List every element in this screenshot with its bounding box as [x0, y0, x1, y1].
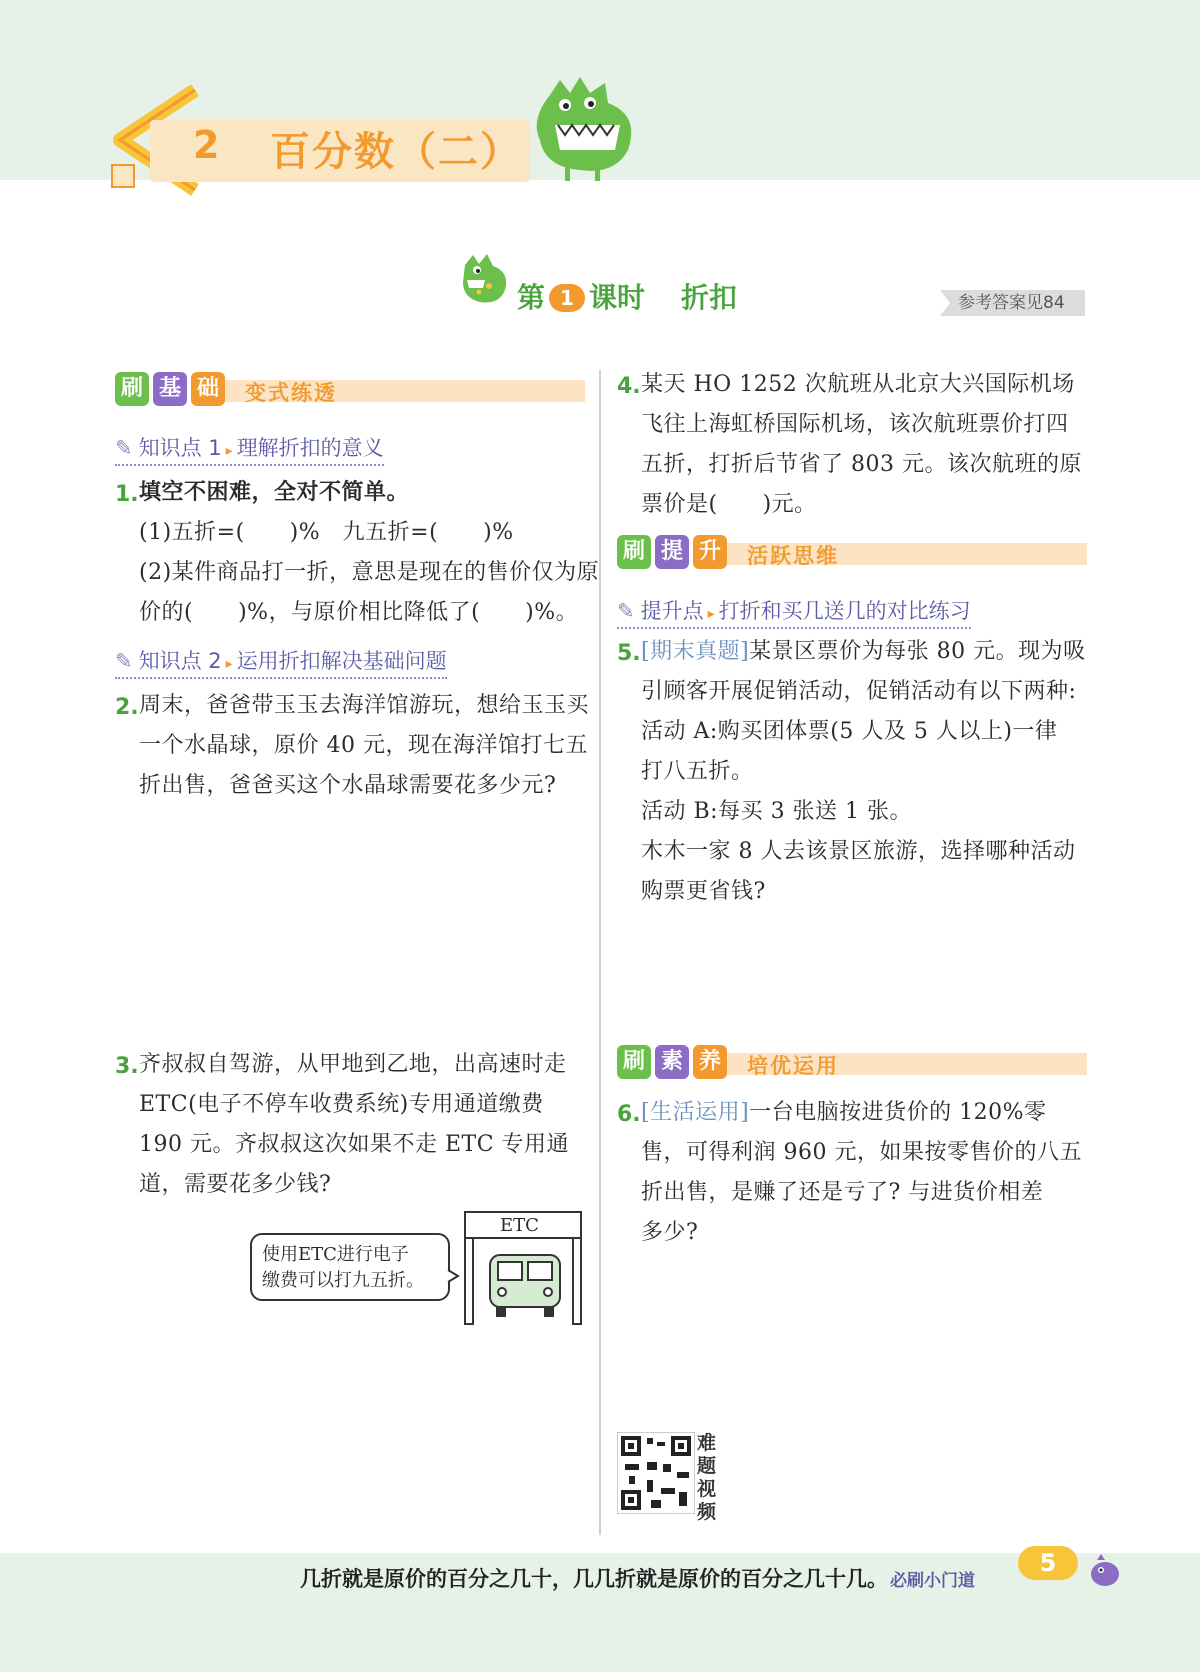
section-literacy-header: [617, 1045, 1087, 1081]
question-6-line: 售，可得利润 960 元，如果按零售价的八五: [641, 1140, 1082, 1165]
question-tag: [期末真题]: [641, 639, 750, 664]
question-1-line: (2)某件商品打一折，意思是现在的售价仅为原: [139, 560, 600, 585]
question-2-line: 周末，爸爸带玉玉去海洋馆游玩，想给玉玉买: [139, 693, 590, 718]
page-number: 5: [1018, 1546, 1078, 1580]
triangle-icon: ▸: [225, 443, 233, 459]
question-3-line: 道，需要花多少钱?: [139, 1172, 332, 1197]
knowledge-point-1: [115, 432, 384, 466]
dinosaur-mascot-icon: [520, 75, 650, 185]
lesson-topic: 折扣: [681, 281, 738, 314]
question-5-line: 引顾客开展促销活动，促销活动有以下两种:: [641, 679, 1077, 704]
question-2-line: 折出售，爸爸买这个水晶球需要花多少元?: [139, 773, 557, 798]
improvement-point: [617, 595, 971, 629]
column-divider: [599, 370, 601, 1535]
qr-label-char: 题: [697, 1455, 717, 1477]
section-chip: 刷: [115, 372, 149, 406]
question-3-line: ETC(电子不停车收费系统)专用通道缴费: [139, 1092, 544, 1117]
section-label: 培优运用: [747, 1054, 839, 1078]
question-number: 3.: [115, 1054, 139, 1079]
question-4-line: 某天 HO 1252 次航班从北京大兴国际机场: [641, 372, 1075, 397]
section-chip: 基: [153, 372, 187, 406]
kp-text: 理解折扣的意义: [236, 436, 384, 460]
question-5-line: 木木一家 8 人去该景区旅游，选择哪种活动: [641, 839, 1076, 864]
lesson-number-badge: 1: [549, 284, 585, 312]
question-number: 1.: [115, 482, 139, 507]
section-chip: 素: [655, 1045, 689, 1079]
section-chip: 础: [191, 372, 225, 406]
etc-gate-label: ETC: [500, 1215, 539, 1236]
lesson-title: [517, 276, 737, 316]
kp-name: 知识点 2: [138, 649, 222, 673]
question-number: 2.: [115, 695, 139, 720]
section-chip: 养: [693, 1045, 727, 1079]
question-5-line: 活动 B:每买 3 张送 1 张。: [641, 799, 913, 824]
section-chip: 刷: [617, 1045, 651, 1079]
section-label: 活跃思维: [747, 544, 839, 568]
section-improve-header: [617, 535, 1087, 571]
footer-tip: 几折就是原价的百分之几十，几几折就是原价的百分之几十几。: [300, 1567, 888, 1591]
section-chip: 提: [655, 535, 689, 569]
question-4-line: 票价是( )元。: [641, 492, 817, 517]
question-6-text: 一台电脑按进货价的 120%零: [749, 1100, 1047, 1125]
section-label: 变式练透: [245, 381, 337, 405]
kp-text: 打折和买几送几的对比练习: [718, 599, 971, 623]
question-2-line: 一个水晶球，原价 40 元，现在海洋馆打七五: [139, 733, 588, 758]
question-5-line: 购票更省钱?: [641, 879, 766, 904]
qr-label-char: 难: [697, 1432, 717, 1454]
question-5-line: 活动 A:购买团体票(5 人及 5 人以上)一律: [641, 719, 1058, 744]
question-1-title: 填空不困难，全对不简单。: [139, 480, 410, 505]
question-6-first-line: [641, 1093, 1047, 1133]
section-basic-header: [115, 372, 585, 408]
speech-bubble: [250, 1233, 450, 1301]
question-number: 4.: [617, 374, 641, 399]
answer-reference-tag: 参考答案见84: [940, 290, 1085, 316]
chapter-number: 2: [193, 123, 220, 167]
question-5-first-line: [641, 632, 1086, 672]
footer-brand: 必刷小门道: [890, 1571, 975, 1591]
small-dinosaur-icon: [455, 250, 515, 310]
qr-label-char: 频: [697, 1501, 717, 1523]
question-4-line: 飞往上海虹桥国际机场，该次航班票价打四: [641, 412, 1069, 437]
qr-label-char: 视: [697, 1478, 717, 1500]
triangle-icon: ▸: [225, 656, 233, 672]
question-3-line: 齐叔叔自驾游，从甲地到乙地，出高速时走: [139, 1052, 567, 1077]
lesson-prefix: 第: [517, 281, 546, 314]
question-3-line: 190 元。齐叔叔这次如果不走 ETC 专用通: [139, 1132, 570, 1157]
qr-code-icon[interactable]: [617, 1432, 695, 1514]
question-6-line: 折出售，是赚了还是亏了? 与进货价相差: [641, 1180, 1044, 1205]
kp-name: 知识点 1: [138, 436, 222, 460]
chapter-title: 百分数（二）: [270, 129, 522, 175]
question-1-line: 价的( )%，与原价相比降低了( )%。: [139, 600, 579, 625]
triangle-icon: ▸: [707, 606, 715, 622]
bubble-line: 使用ETC进行电子: [262, 1244, 409, 1265]
qr-label: [697, 1432, 723, 1524]
question-4-line: 五折，打折后节省了 803 元。该次航班的原: [641, 452, 1082, 477]
lesson-suffix: 课时: [589, 281, 646, 314]
section-chip: 刷: [617, 535, 651, 569]
bubble-line: 缴费可以打九五折。: [262, 1270, 424, 1291]
purple-bird-icon: [1085, 1550, 1125, 1590]
question-number: 6.: [617, 1102, 641, 1127]
question-5-line: 打八五折。: [641, 759, 754, 784]
book-icon: ✎: [115, 649, 133, 673]
book-icon: ✎: [115, 436, 133, 460]
knowledge-point-2: [115, 645, 447, 679]
question-1-line: (1)五折=( )% 九五折=( )%: [139, 520, 514, 545]
feather-icon: ✎: [617, 599, 635, 623]
question-6-line: 多少?: [641, 1220, 699, 1245]
kp-name: 提升点: [640, 599, 704, 623]
kp-text: 运用折扣解决基础问题: [236, 649, 447, 673]
section-chip: 升: [693, 535, 727, 569]
question-tag: [生活运用]: [641, 1100, 750, 1125]
question-number: 5.: [617, 641, 641, 666]
question-5-text: 某景区票价为每张 80 元。现为吸: [749, 639, 1086, 664]
